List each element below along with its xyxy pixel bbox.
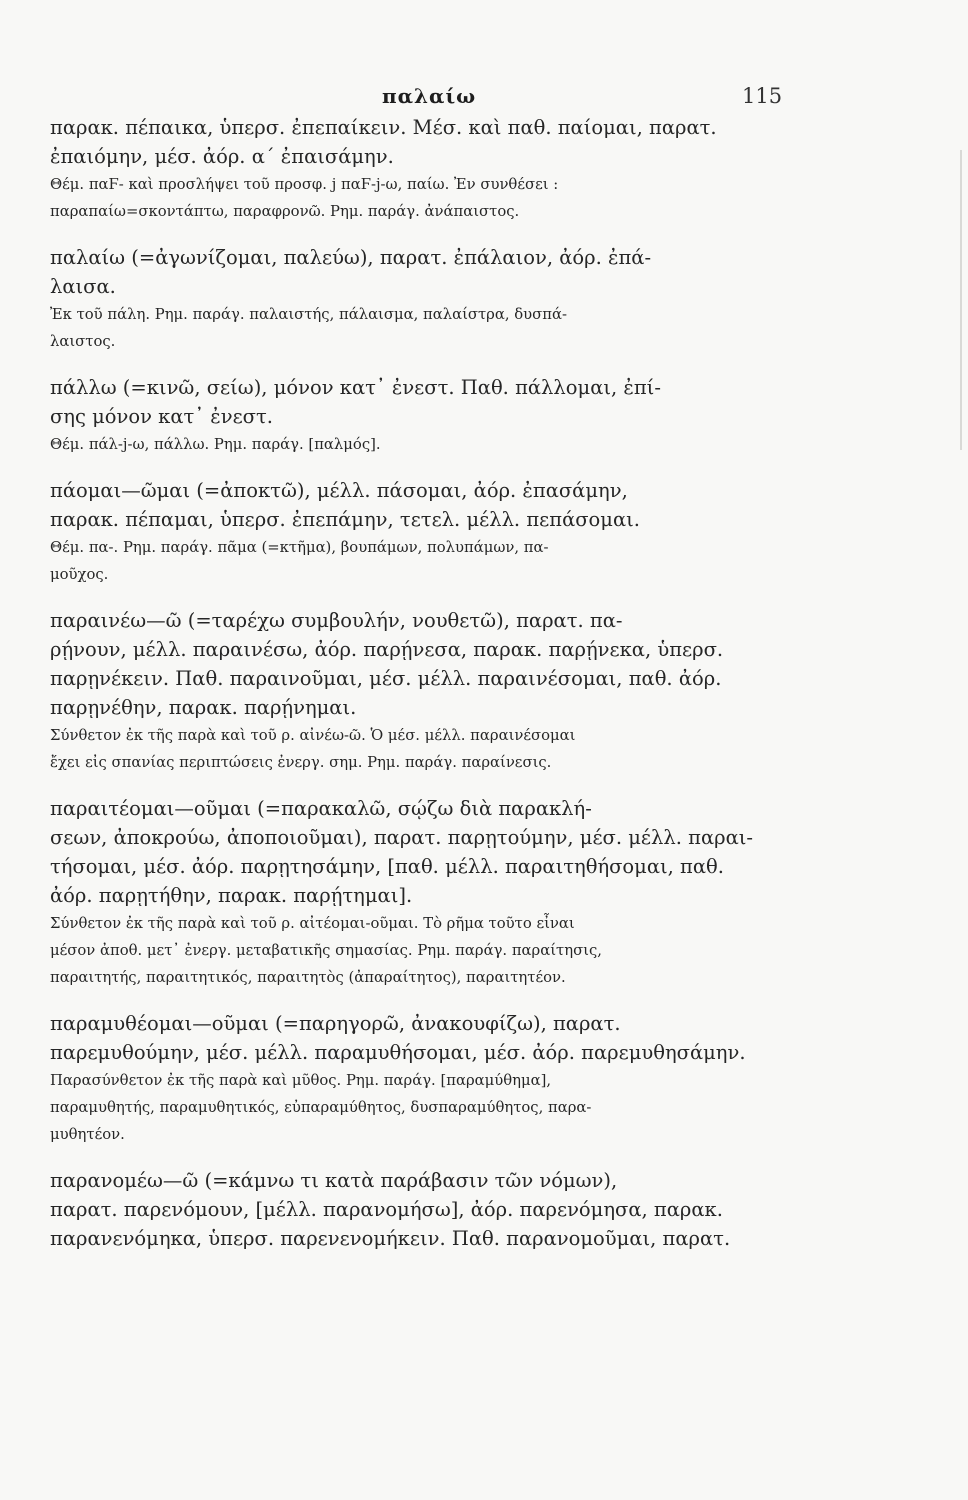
entry-gap: [50, 994, 820, 1012]
entry-gap: [50, 228, 820, 246]
etymology-line: Παρασύνθετον ἐκ τῆς παρὰ καὶ μῦθος. Ρημ. παράγ. [παραμύθημα],: [50, 1072, 552, 1089]
entry-gap: [50, 358, 820, 376]
entry-line: παρατ. παρενόμουν, [μέλλ. παρανομήσω], ἀόρ. παρενόμησα, παρακ.: [50, 1198, 723, 1221]
entry-line: παραιτέομαι—οῦμαι (=παρακαλῶ, σῴζω διὰ παρακλή-: [50, 797, 592, 820]
entry-line: παρακ. πέπαικα, ὑπερσ. ἐπεπαίκειν. Μέσ. καὶ παθ. παίομαι, παρατ.: [50, 116, 717, 139]
entry-line: ρῄνουν, μέλλ. παραινέσω, ἀόρ. παρῄνεσα, παρακ. παρῄνεκα, ὑπερσ.: [50, 638, 724, 661]
entry-line: τήσομαι, μέσ. ἀόρ. παρῃτησάμην, [παθ. μέλλ. παραιτηθήσομαι, παθ.: [50, 855, 724, 878]
entry-line: πάλλω (=κινῶ, σείω), μόνον κατ᾿ ἐνεστ. Παθ. πάλλομαι, ἐπί-: [50, 376, 661, 399]
etymology-line: Θέμ. πα-. Ρημ. παράγ. πᾶμα (=κτῆμα), βουπάμων, πολυπάμων, πα-: [50, 539, 549, 556]
entry-line: παλαίω (=ἀγωνίζομαι, παλεύω), παρατ. ἐπάλαιον, ἀόρ. ἐπά-: [50, 246, 652, 269]
etymology-line: Σύνθετον ἐκ τῆς παρὰ καὶ τοῦ ρ. αἰνέω-ῶ. Ὁ μέσ. μέλλ. παραινέσομαι: [50, 727, 576, 744]
etymology-line: ἔχει εἰς σπανίας περιπτώσεις ἐνεργ. σημ. Ρημ. παράγ. παραίνεσις.: [50, 754, 552, 771]
etymology-line: μοῦχος.: [50, 566, 109, 583]
etymology-line: παραπαίω=σκοντάπτω, παραφρονῶ. Ρημ. παράγ. ἀνάπαιστος.: [50, 203, 520, 220]
entry-gap: [50, 461, 820, 479]
etymology-line: παραμυθητής, παραμυθητικός, εὐπαραμύθητος, δυσπαραμύθητος, παρα-: [50, 1099, 592, 1116]
etymology-line: μέσον ἀποθ. μετ᾿ ἐνεργ. μεταβατικῆς σημασίας. Ρημ. παράγ. παραίτησις,: [50, 942, 602, 959]
dictionary-entry: [50, 376, 820, 461]
entry-gap: [50, 1151, 820, 1169]
etymology-line: παραιτητής, παραιτητικός, παραιτητὸς (ἀπαραίτητος), παραιτητέον.: [50, 969, 566, 986]
dictionary-entries: [50, 116, 820, 1256]
etymology-line: μυθητέον.: [50, 1126, 125, 1143]
dictionary-entry: [50, 1169, 820, 1256]
scan-edge-shadow: [960, 150, 962, 450]
etymology-line: Ἐκ τοῦ πάλη. Ρημ. παράγ. παλαιστής, πάλαισμα, παλαίστρα, δυσπά-: [50, 306, 567, 323]
entry-line: παρανενόμηκα, ὑπερσ. παρενενομήκειν. Παθ. παρανομοῦμαι, παρατ.: [50, 1227, 731, 1250]
dictionary-entry: [50, 246, 820, 358]
entry-line: παρεμυθούμην, μέσ. μέλλ. παραμυθήσομαι, μέσ. ἀόρ. παρεμυθησάμην.: [50, 1041, 746, 1064]
entry-line: ἐπαιόμην, μέσ. ἀόρ. α΄ ἐπαισάμην.: [50, 145, 394, 168]
entry-line: ἀόρ. παρῃτήθην, παρακ. παρῄτημαι].: [50, 884, 413, 907]
dictionary-entry: [50, 116, 820, 228]
dictionary-entry: [50, 479, 820, 591]
running-head: παλαίω: [382, 84, 477, 108]
entry-line: παραινέω—ῶ (=ταρέχω συμβουλήν, νουθετῶ), παρατ. πα-: [50, 609, 623, 632]
entry-gap: [50, 779, 820, 797]
page-header: [0, 84, 968, 114]
etymology-line: Θέμ. παϜ- καὶ προσλήψει τοῦ προσφ. j παϜ-j-ω, παίω. Ἐν συνθέσει :: [50, 176, 559, 193]
entry-line: παρῃνέθην, παρακ. παρῄνημαι.: [50, 696, 357, 719]
entry-line: παραμυθέομαι—οῦμαι (=παρηγορῶ, ἀνακουφίζω), παρατ.: [50, 1012, 621, 1035]
page-number: 115: [742, 84, 783, 108]
entry-gap: [50, 591, 820, 609]
etymology-line: Σύνθετον ἐκ τῆς παρὰ καὶ τοῦ ρ. αἰτέομαι-οῦμαι. Τὸ ρῆμα τοῦτο εἶναι: [50, 915, 575, 932]
entry-line: λαισα.: [50, 275, 116, 298]
dictionary-entry: [50, 609, 820, 779]
entry-line: παρακ. πέπαμαι, ὑπερσ. ἐπεπάμην, τετελ. μέλλ. πεπάσομαι.: [50, 508, 640, 531]
entry-line: σεων, ἀποκρούω, ἀποποιοῦμαι), παρατ. παρῃτούμην, μέσ. μέλλ. παραι-: [50, 826, 753, 849]
etymology-line: Θέμ. πάλ-j-ω, πάλλω. Ρημ. παράγ. [παλμός].: [50, 436, 381, 453]
dictionary-entry: [50, 1012, 820, 1151]
entry-line: παρῃνέκειν. Παθ. παραινοῦμαι, μέσ. μέλλ. παραινέσομαι, παθ. ἀόρ.: [50, 667, 722, 690]
entry-line: παρανομέω—ῶ (=κάμνω τι κατὰ παράβασιν τῶν νόμων),: [50, 1169, 618, 1192]
etymology-line: λαιστος.: [50, 333, 116, 350]
entry-line: σης μόνον κατ᾿ ἐνεστ.: [50, 405, 273, 428]
dictionary-entry: [50, 797, 820, 994]
entry-line: πάομαι—ῶμαι (=ἀποκτῶ), μέλλ. πάσομαι, ἀόρ. ἐπασάμην,: [50, 479, 628, 502]
